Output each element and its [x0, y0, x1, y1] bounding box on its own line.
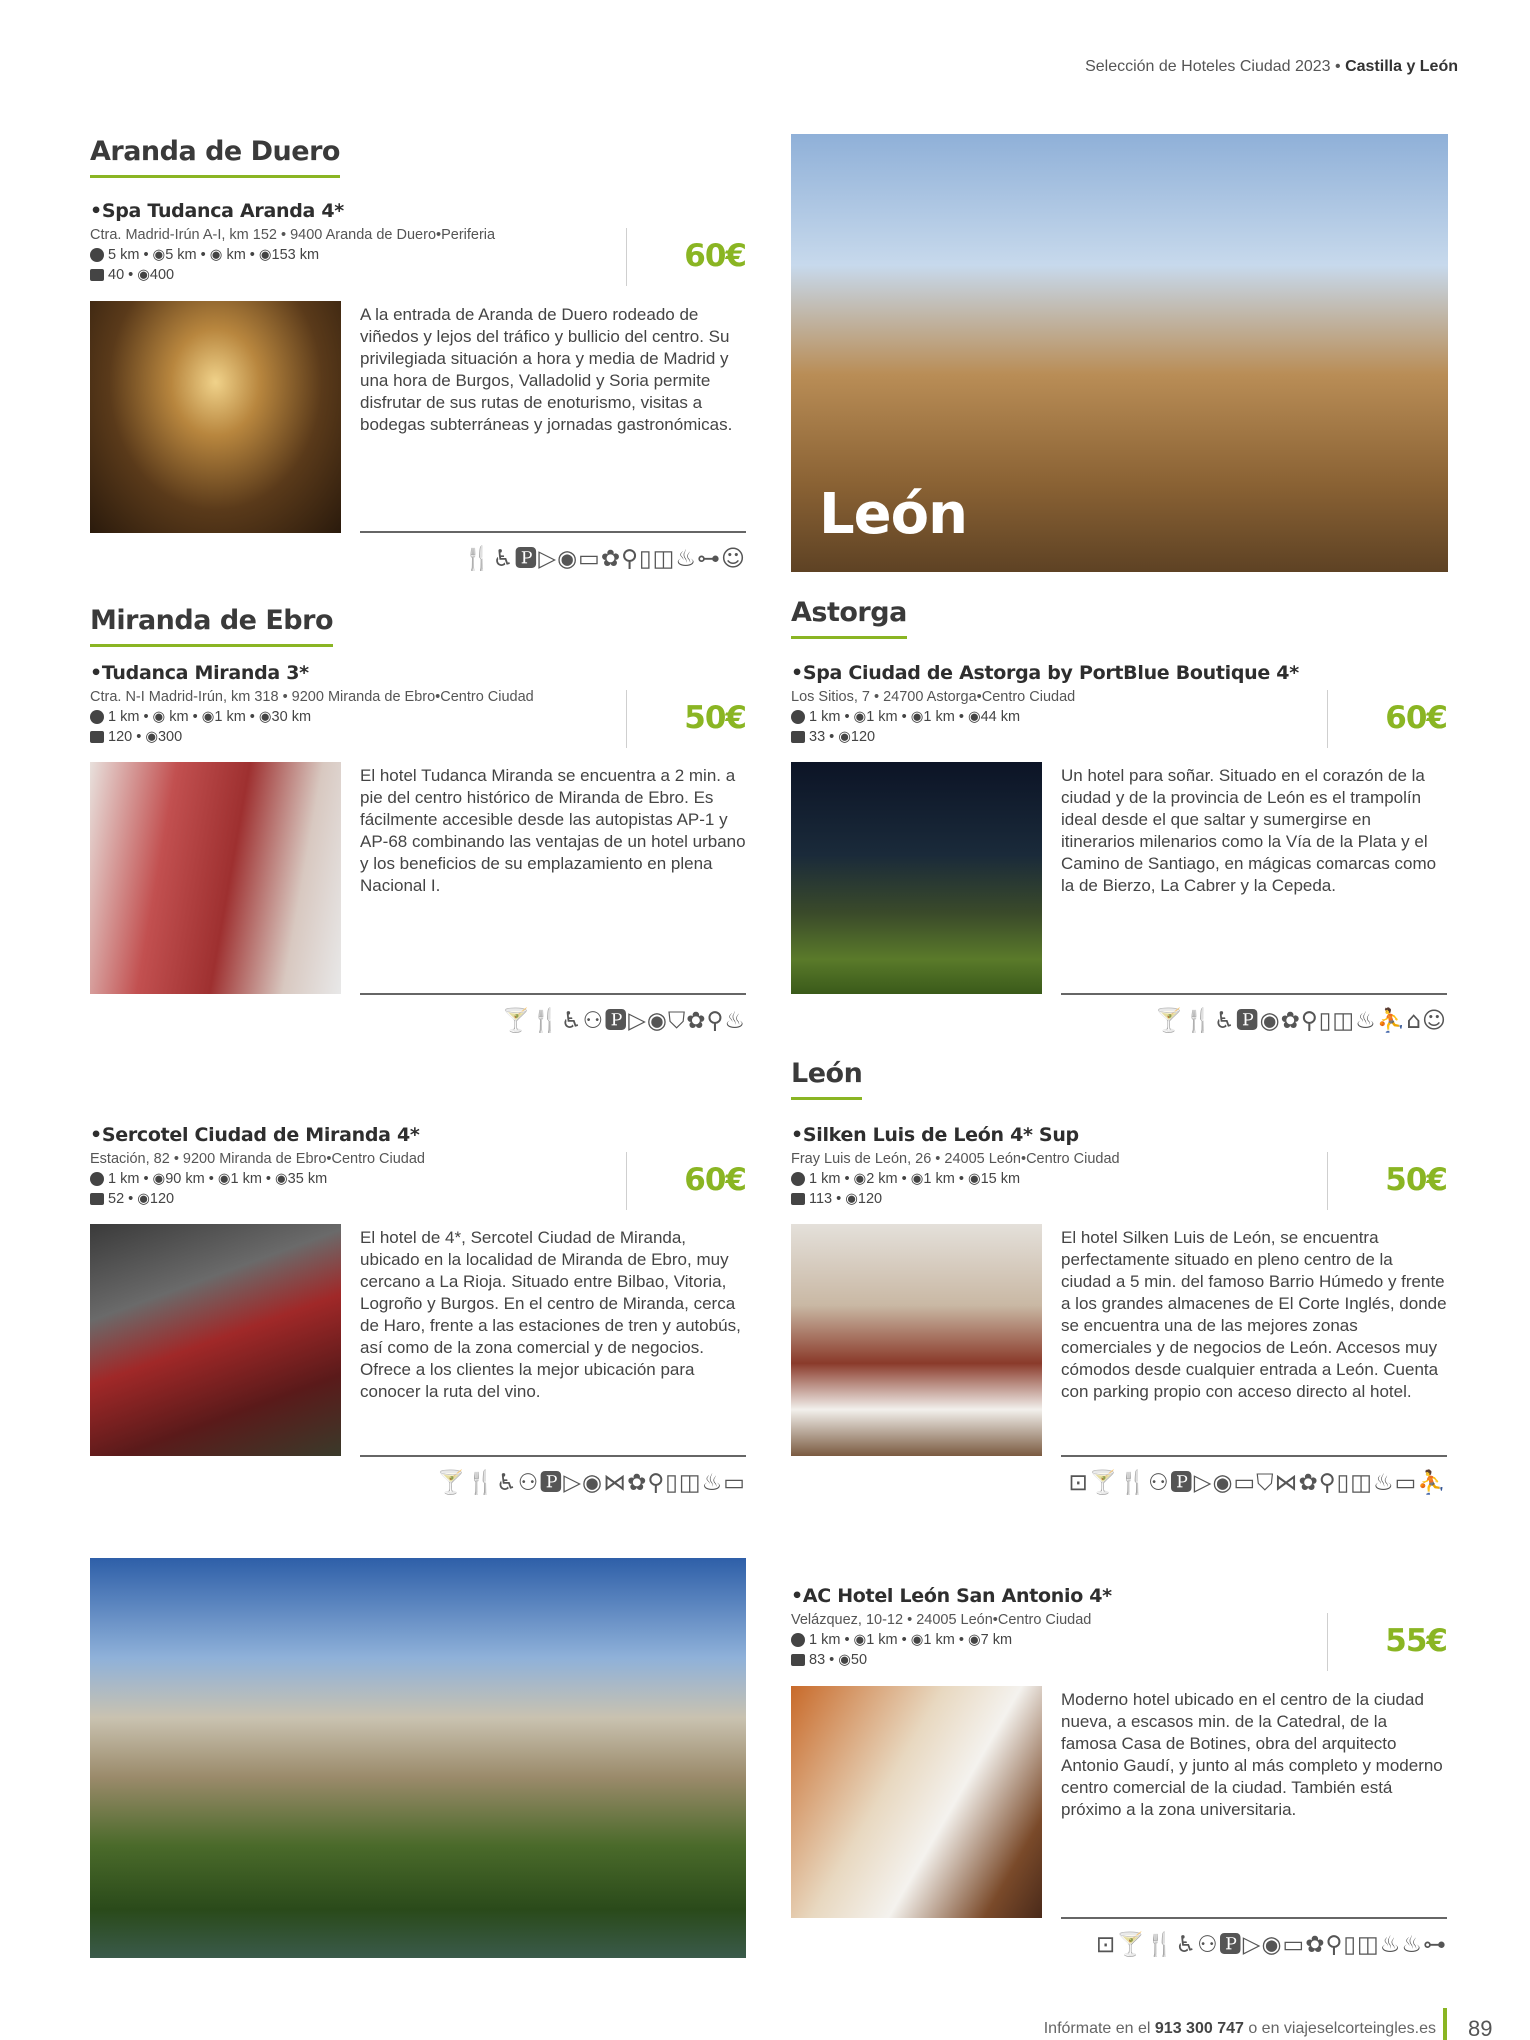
hotel-rooms: 83 • ◉50 [791, 1652, 1447, 1668]
city-heading-miranda [90, 605, 333, 647]
hotel-rooms: 33 • ◉120 [791, 729, 1447, 745]
hotel-distances: 1 km • ◉1 km • ◉1 km • ◉7 km [791, 1632, 1447, 1648]
hotel-distances: 1 km • ◉ km • ◉1 km • ◉30 km [90, 709, 746, 725]
header-text: Selección de Hoteles Ciudad 2023 • [1085, 58, 1346, 75]
hotel-photo [791, 762, 1042, 994]
rooms-icon [90, 1193, 104, 1205]
hotel-card-ac-leon [791, 1585, 1447, 1965]
city-heading-aranda [90, 136, 340, 178]
city-title: Miranda de Ebro [90, 605, 333, 647]
hotel-distances: 1 km • ◉1 km • ◉1 km • ◉44 km [791, 709, 1447, 725]
hotel-description: El hotel Tudanca Miranda se encuentra a 2 min. a pie del centro histórico de Miranda de Ebro. Es fácilmente accesible desde las autopistas AP-1 y AP-68 combinando las ventajas de un hotel urbano y los beneficios de su emplazamiento en plena Nacional I. [360, 766, 746, 895]
hotel-price: 60€ [1385, 700, 1447, 736]
hotel-price: 55€ [1385, 1623, 1447, 1659]
hotel-rooms: 113 • ◉120 [791, 1191, 1447, 1207]
hotel-name[interactable]: •Tudanca Miranda 3* [90, 662, 309, 684]
page-number-bar [1443, 2008, 1447, 2040]
hotel-address: Los Sitios, 7 • 24700 Astorga•Centro Ciudad [791, 689, 1076, 705]
divider [1327, 690, 1328, 748]
hotel-address: Ctra. Madrid-Irún A-I, km 152 • 9400 Aranda de Duero•Periferia [90, 227, 496, 243]
distance-icon [791, 710, 805, 724]
amenity-icons: ⊡🍸🍴♿⚇🅿▷◉▭✿⚲▯◫♨♨⊶ [1095, 1932, 1447, 1958]
amenity-icons: 🍴♿🅿▷◉▭✿⚲▯◫♨⊶☺ [463, 546, 746, 572]
rooms-icon [791, 1193, 805, 1205]
divider [1327, 1613, 1328, 1671]
hotel-description: El hotel de 4*, Sercotel Ciudad de Miranda, ubicado en la localidad de Miranda de Ebro, muy cercano a La Rioja. Situado entre Bilbao, Vitoria, Logroño y Burgos. En el centro de Miranda, cerca de Haro, frente a las estaciones de tren y autobús, así como de la zona comercial y de negocios. Ofrece a los clientes la mejor ubicación para conocer la ruta del vino. [360, 1228, 741, 1401]
hotel-card-tudanca-aranda [90, 200, 746, 580]
rooms-icon [90, 269, 104, 281]
hero-caption: León [819, 482, 968, 547]
hotel-name[interactable]: •AC Hotel León San Antonio 4* [791, 1585, 1112, 1607]
distance-icon [791, 1172, 805, 1186]
hotel-description: Moderno hotel ubicado en el centro de la ciudad nueva, a escasos min. de la Catedral, de la famosa Casa de Botines, obra del arquitecto Antonio Gaudí, y junto al más completo y moderno centro comercial de la ciudad. También está próximo a la zona universitaria. [1061, 1690, 1443, 1819]
amenity-icons: 🍸🍴♿⚇🅿▷◉⛉✿⚲♨ [501, 1008, 746, 1034]
landscape-photo [90, 1558, 746, 1958]
hotel-name[interactable]: •Spa Ciudad de Astorga by PortBlue Boutique 4* [791, 662, 1299, 684]
footer-contact: Infórmate en el 913 300 747 o en viajeselcorteingles.es [1043, 2020, 1436, 2037]
hotel-photo [791, 1686, 1042, 1918]
amenity-icons: ⊡🍸🍴⚇🅿▷◉▭⛉⋈✿⚲▯◫♨▭⛹ [1068, 1470, 1447, 1496]
divider [1327, 1152, 1328, 1210]
hotel-address: Ctra. N-I Madrid-Irún, km 318 • 9200 Miranda de Ebro•Centro Ciudad [90, 689, 534, 705]
hotel-photo [90, 1224, 341, 1456]
hotel-card-tudanca-miranda [90, 662, 746, 1042]
rooms-icon [791, 1654, 805, 1666]
amenity-icons: 🍸🍴♿⚇🅿▷◉⋈✿⚲▯◫♨▭ [436, 1470, 746, 1496]
hotel-name[interactable]: •Silken Luis de León 4* Sup [791, 1124, 1079, 1146]
hotel-address: Estación, 82 • 9200 Miranda de Ebro•Centro Ciudad [90, 1151, 425, 1167]
divider [626, 228, 627, 286]
city-title: Aranda de Duero [90, 136, 340, 178]
rooms-icon [90, 731, 104, 743]
page-number: 89 [1468, 2016, 1493, 2040]
divider-rule [360, 1455, 746, 1457]
hotel-price: 50€ [684, 700, 746, 736]
hotel-rooms: 120 • ◉300 [90, 729, 746, 745]
hotel-price: 50€ [1385, 1162, 1447, 1198]
footer-phone[interactable]: 913 300 747 [1154, 2020, 1244, 2037]
rooms-icon [791, 731, 805, 743]
divider-rule [360, 993, 746, 995]
header-region: Castilla y León [1345, 58, 1458, 75]
distance-icon [90, 710, 104, 724]
hotel-price: 60€ [684, 238, 746, 274]
page-header [1085, 58, 1458, 76]
distance-icon [90, 248, 104, 262]
hotel-card-sercotel-miranda [90, 1124, 746, 1504]
hotel-rooms: 40 • ◉400 [90, 267, 746, 283]
hotel-photo [90, 762, 341, 994]
hotel-distances: 1 km • ◉90 km • ◉1 km • ◉35 km [90, 1171, 746, 1187]
city-heading-astorga [791, 597, 907, 639]
divider-rule [360, 531, 746, 533]
hotel-name[interactable]: •Sercotel Ciudad de Miranda 4* [90, 1124, 420, 1146]
divider-rule [1061, 1917, 1447, 1919]
city-heading-leon [791, 1058, 862, 1100]
hero-photo-leon-cathedral [791, 134, 1448, 572]
hotel-photo [90, 301, 341, 533]
hotel-description: Un hotel para soñar. Situado en el corazón de la ciudad y de la provincia de León es el trampolín ideal desde el que saltar y sumergirse en itinerarios milenarios como la Vía de la Plata y el Camino de Santiago, en mágicas comarcas como la de Bierzo, La Cabrer y la Cepeda. [1061, 766, 1437, 895]
hotel-distances: 5 km • ◉5 km • ◉ km • ◉153 km [90, 247, 746, 263]
divider-rule [1061, 993, 1447, 995]
city-title: León [791, 1058, 862, 1100]
divider-rule [1061, 1455, 1447, 1457]
distance-icon [791, 1633, 805, 1647]
footer-website[interactable]: o en viajeselcorteingles.es [1243, 2020, 1436, 2037]
hotel-description: El hotel Silken Luis de León, se encuentra perfectamente situado en pleno centro de la ciudad a 5 min. del famoso Barrio Húmedo y frente a los grandes almacenes de El Corte Inglés, donde se encuentra una de las mejores zonas comerciales y de negocios de León. Accesos muy cómodos desde cualquier entrada a León. Cuenta con parking propio con acceso directo al hotel. [1061, 1228, 1447, 1401]
city-title: Astorga [791, 597, 907, 639]
amenity-icons: 🍸🍴♿🅿◉✿⚲▯◫♨⛹⌂☺ [1154, 1008, 1447, 1034]
hotel-card-silken-leon [791, 1124, 1447, 1504]
hotel-name[interactable]: •Spa Tudanca Aranda 4* [90, 200, 344, 222]
hotel-card-astorga [791, 662, 1447, 1042]
distance-icon [90, 1172, 104, 1186]
hotel-address: Velázquez, 10-12 • 24005 León•Centro Ciudad [791, 1612, 1092, 1628]
hotel-price: 60€ [684, 1162, 746, 1198]
hotel-photo [791, 1224, 1042, 1456]
divider [626, 690, 627, 748]
divider [626, 1152, 627, 1210]
hotel-distances: 1 km • ◉2 km • ◉1 km • ◉15 km [791, 1171, 1447, 1187]
hotel-rooms: 52 • ◉120 [90, 1191, 746, 1207]
hotel-description: A la entrada de Aranda de Duero rodeado de viñedos y lejos del tráfico y bullicio del centro. Su privilegiada situación a hora y media de Madrid y una hora de Burgos, Valladolid y Soria permite disfrutar de sus rutas de enoturismo, visitas a bodegas subterráneas y jornadas gastronómicas. [360, 305, 733, 434]
hotel-address: Fray Luis de León, 26 • 24005 León•Centro Ciudad [791, 1151, 1120, 1167]
